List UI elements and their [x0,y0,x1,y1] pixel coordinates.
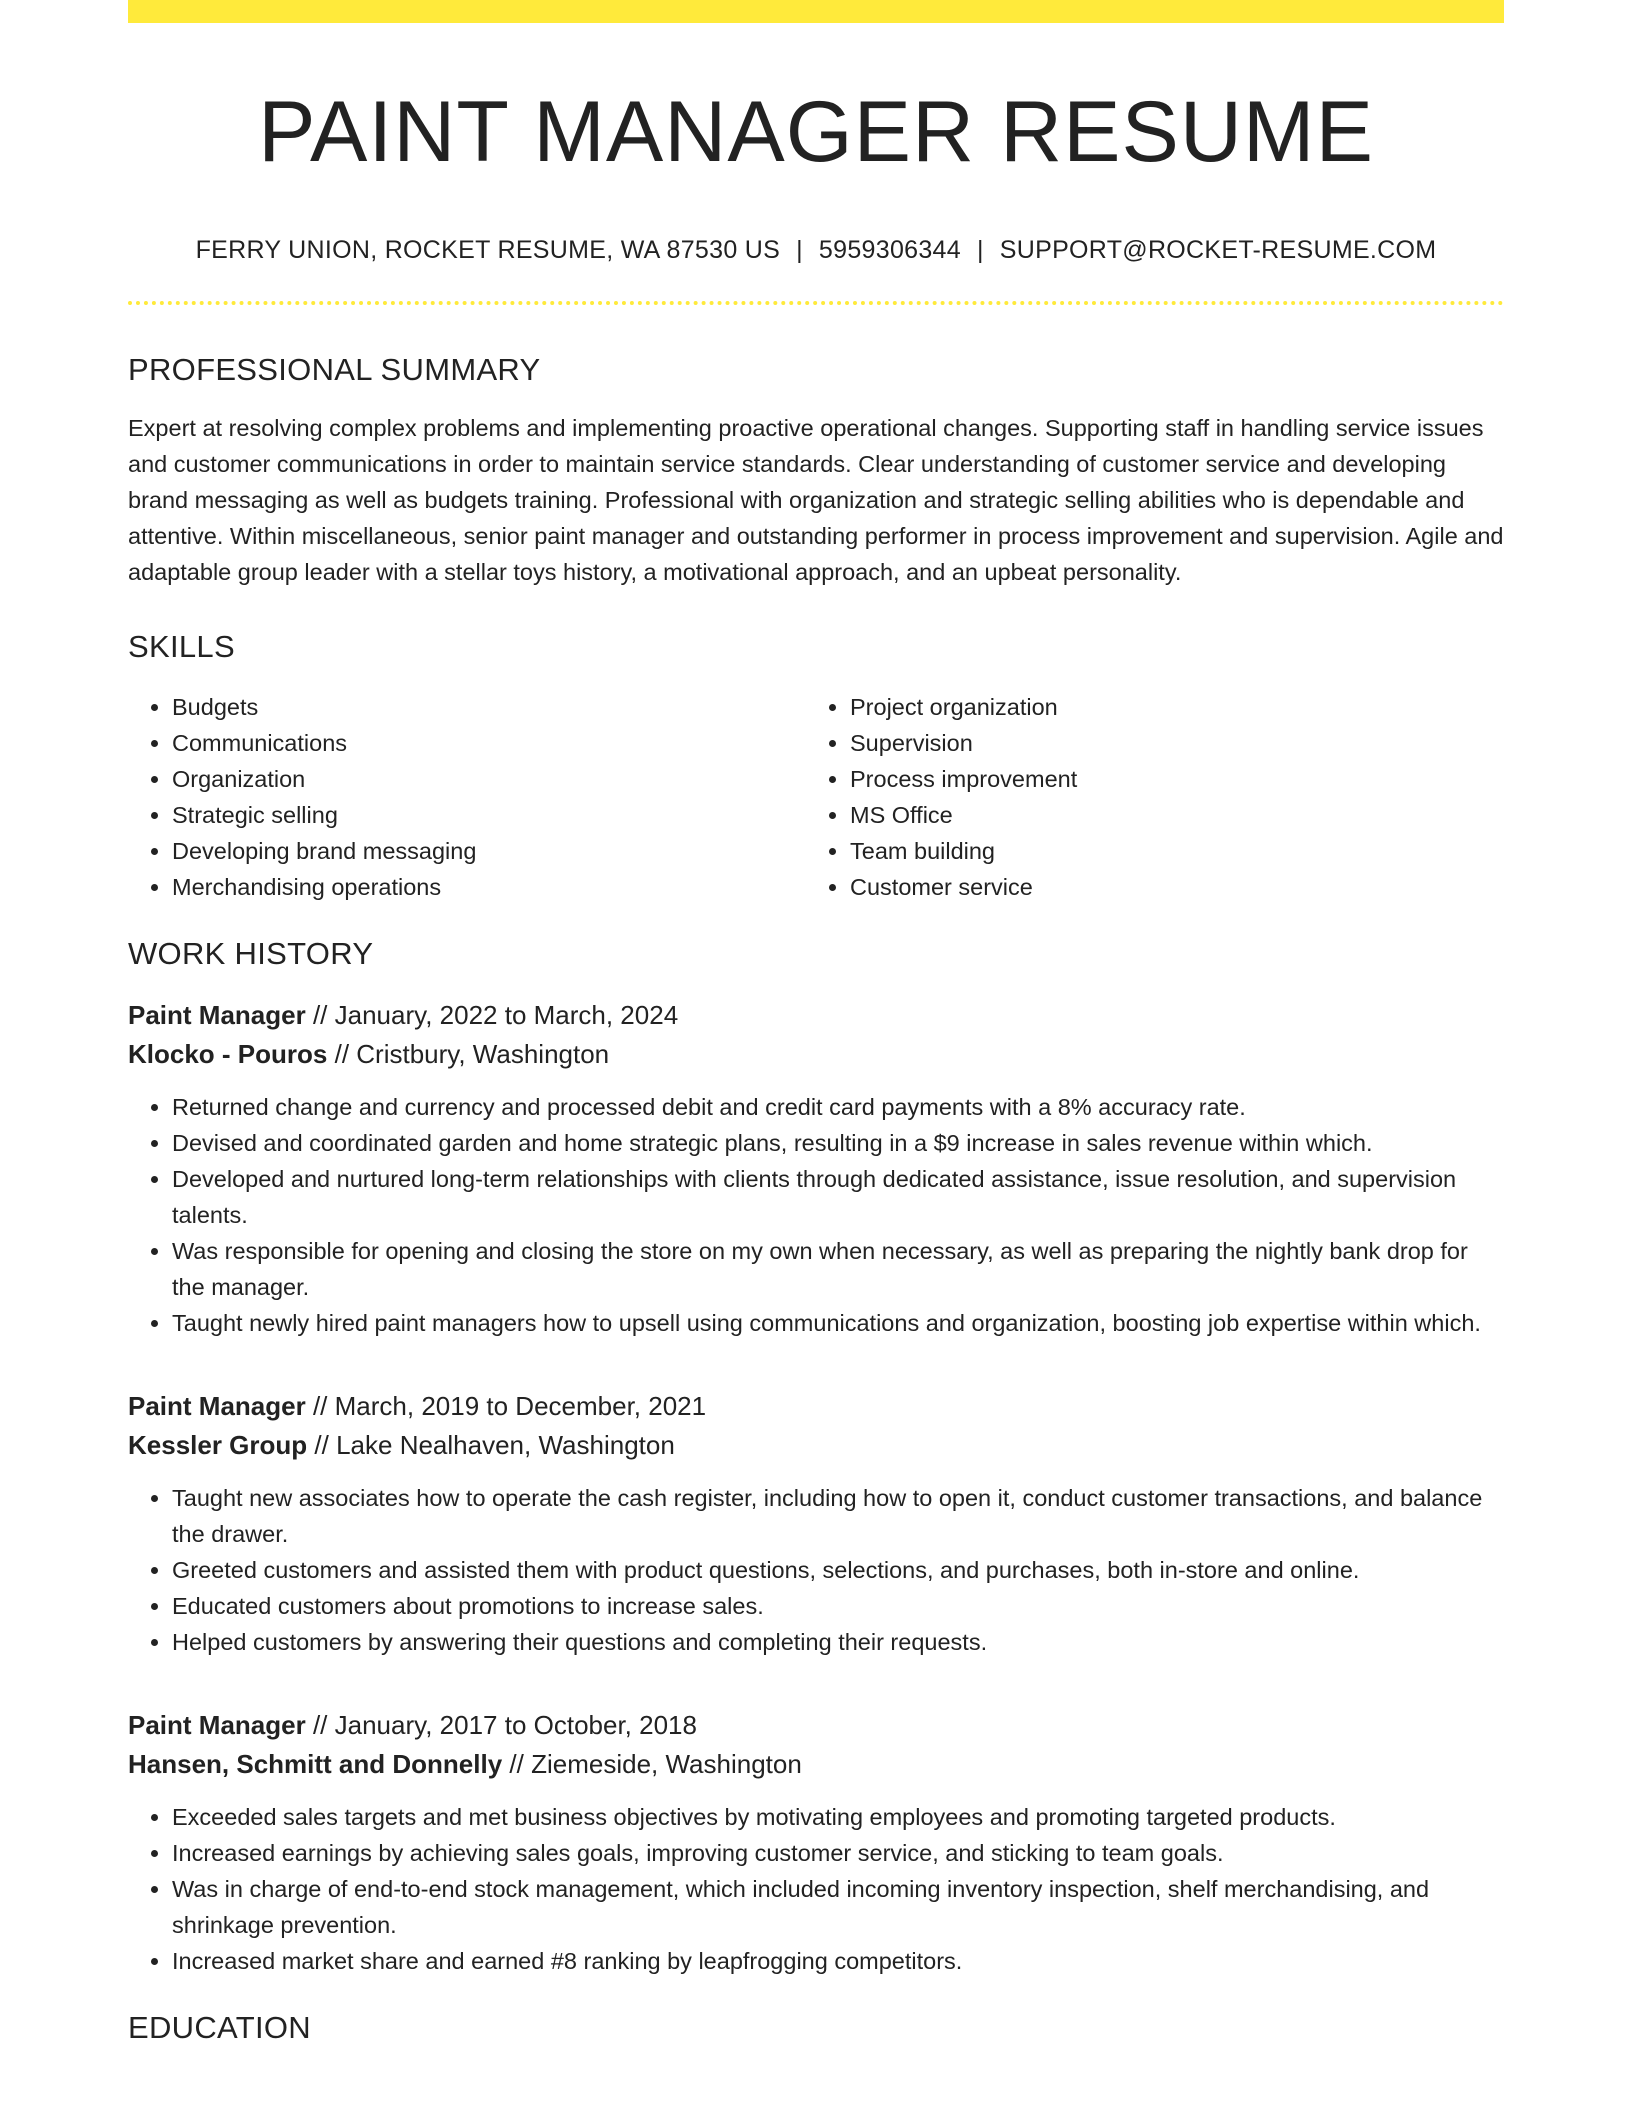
contact-address: FERRY UNION, ROCKET RESUME, WA 87530 US [195,235,781,264]
job-location: Cristbury, Washington [356,1039,610,1070]
summary-text: Expert at resolving complex problems and implementing proactive operational changes. Supporting staff in handling service issues and customer communications in order to maintain service standards. Clear understanding of customer service and developing brand messaging as well as budgets training. Professional with organization and strategic selling abilities who is dependable and attentive. Within miscellaneous, senior paint manager and outstanding performer in process improvement and supervision. Agile and adaptable group leader with a stellar toys history, a motivational approach, and an upbeat personality. [128,414,1504,585]
job-company: Hansen, Schmitt and Donnelly [128,1749,503,1780]
job-dates: January, 2022 to March, 2024 [334,1000,679,1031]
skills-columns [128,689,1504,905]
contact-line [128,235,1504,265]
contact-separator: | [796,235,803,264]
job-bullet: • Developed and nurtured long-term relationships with clients through dedicated assistance, issue resolution, and supervision talents. [172,1161,1504,1233]
job-location: Ziemeside, Washington [531,1749,802,1780]
job-bullet: • Educated customers about promotions to increase sales. [172,1588,1504,1624]
job-bullet: • Returned change and currency and processed debit and credit card payments with a 8% accuracy rate. [172,1089,1504,1125]
skills-list-right [806,689,1490,905]
job-bullet: • Increased earnings by achieving sales goals, improving customer service, and sticking to team goals. [172,1835,1504,1871]
job-title: Paint Manager [128,1710,306,1741]
job-dates: March, 2019 to December, 2021 [334,1391,707,1422]
job-divider: // [314,1430,329,1461]
job-bullet: • Taught newly hired paint managers how to upsell using communications and organization, boosting job expertise within which. [172,1305,1504,1341]
contact-email: SUPPORT@ROCKET-RESUME.COM [999,235,1437,264]
job-bullet: • Was in charge of end-to-end stock management, which included incoming inventory inspection, shelf merchandising, and shrinkage prevention. [172,1871,1504,1943]
job-company: Kessler Group [128,1430,308,1461]
skill-item: • Customer service [850,869,1490,905]
job-title-line [128,1706,1504,1745]
skill-item: • Budgets [172,689,806,725]
job-title-line [128,1387,1504,1426]
job-bullets [128,1089,1504,1341]
job-company-line [128,1035,1504,1074]
skill-item: • MS Office [850,797,1490,833]
job-dates: January, 2017 to October, 2018 [334,1710,697,1741]
summary-heading: PROFESSIONAL SUMMARY [128,351,541,387]
job-divider: // [312,1710,328,1741]
skill-item: • Developing brand messaging [172,833,806,869]
job-title: Paint Manager [128,1000,306,1031]
dotted-divider [128,301,1504,305]
job-divider: // [334,1039,350,1070]
contact-separator: | [976,235,984,264]
job-divider: // [312,1000,328,1031]
job-bullet: • Taught new associates how to operate the cash register, including how to open it, conduct customer transactions, and balance the drawer. [172,1480,1504,1552]
resume-page [128,0,1504,2046]
skill-item: • Merchandising operations [172,869,806,905]
skill-item: • Communications [172,725,806,761]
job-bullet: • Helped customers by answering their questions and completing their requests. [172,1624,1504,1660]
job-entry [128,1387,1504,1660]
job-location: Lake Nealhaven, Washington [336,1430,675,1461]
job-bullet: • Increased market share and earned #8 ranking by leapfrogging competitors. [172,1943,1504,1979]
skills-heading: SKILLS [128,628,235,664]
job-divider: // [509,1749,524,1780]
job-company-line [128,1745,1504,1784]
job-company: Klocko - Pouros [128,1039,328,1070]
job-bullet: • Exceeded sales targets and met business objectives by motivating employees and promoting targeted products. [172,1799,1504,1835]
job-entry [128,1706,1504,1979]
job-bullet: • Devised and coordinated garden and home strategic plans, resulting in a $9 increase in sales revenue within which. [172,1125,1504,1161]
job-bullet: • Was responsible for opening and closing the store on my own when necessary, as well as preparing the nightly bank drop for the manager. [172,1233,1504,1305]
education-heading: EDUCATION [128,2010,311,2046]
skills-list-left [128,689,806,905]
contact-phone: 5959306344 [818,235,961,264]
work-history-heading: WORK HISTORY [128,935,374,971]
skill-item: • Process improvement [850,761,1490,797]
job-title-line [128,996,1504,1035]
job-company-line [128,1426,1504,1465]
skill-item: • Supervision [850,725,1490,761]
job-bullet: • Greeted customers and assisted them with product questions, selections, and purchases, both in-store and online. [172,1552,1504,1588]
skill-item: • Strategic selling [172,797,806,833]
job-title: Paint Manager [128,1391,306,1422]
job-divider: // [312,1391,328,1422]
job-entry [128,996,1504,1341]
accent-top-bar [128,0,1504,23]
skill-item: • Organization [172,761,806,797]
job-bullets [128,1799,1504,1979]
skill-item: • Team building [850,833,1490,869]
page-title: PAINT MANAGER RESUME [258,84,1374,180]
skill-item: • Project organization [850,689,1490,725]
job-bullets [128,1480,1504,1660]
